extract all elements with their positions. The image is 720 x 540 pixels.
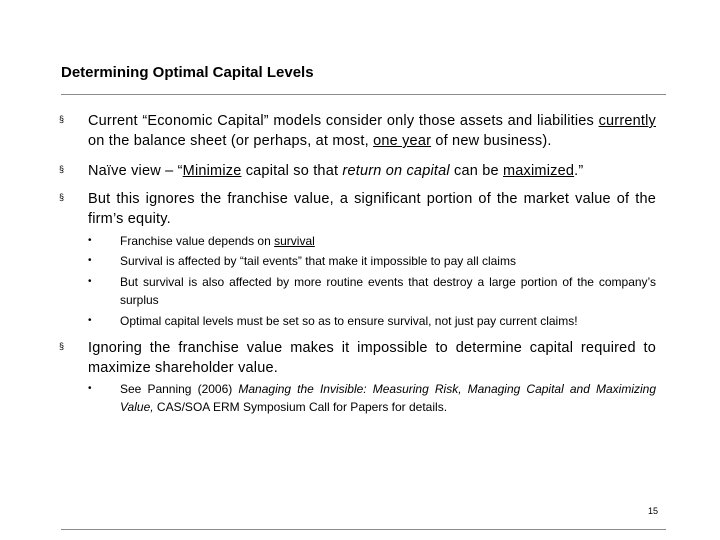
bullet-text: Naïve view – “Minimize capital so that return on capital can be maximized.”	[88, 163, 584, 179]
emphasis-underline: survival	[274, 234, 315, 248]
page-number: 15	[647, 506, 658, 516]
sub-bullet-optimal-capital	[88, 312, 656, 330]
sub-bullet-text: Survival is affected by “tail events” that make it impossible to pay all claims	[120, 254, 516, 268]
bullet-dot-icon: •	[88, 255, 92, 266]
bullet-dot-icon: •	[88, 315, 92, 326]
sub-bullet-text: Franchise value depends on survival	[120, 234, 315, 248]
sub-bullet-text: But survival is also affected by more routine events that destroy a large portion of the company’s surplus	[120, 275, 656, 307]
bullet-dot-icon: •	[88, 276, 92, 287]
bullet-text: Current “Economic Capital” models consider only those assets and liabilities currently on the balance sheet (or perhaps, at most, one year of new business).	[88, 113, 656, 149]
section-bullet-icon: §	[59, 192, 65, 202]
sub-bullet-tail-events	[88, 252, 656, 270]
bullet-text: Ignoring the franchise value makes it impossible to determine capital required to maximize shareholder value.	[88, 340, 656, 376]
section-bullet-icon: §	[59, 341, 65, 351]
sub-bullet-routine-events	[88, 273, 656, 309]
main-bullet-economic-capital	[59, 111, 656, 151]
sub-bullet-text: See Panning (2006) Managing the Invisible: Measuring Risk, Managing Capital and Maximizing Value, CAS/SOA ERM Symposium Call for Papers for details.	[120, 382, 656, 414]
sub-bullet-survival	[88, 232, 656, 250]
sub-bullet-reference	[88, 380, 656, 416]
slide-title: Determining Optimal Capital Levels	[61, 64, 314, 81]
emphasis-underline: currently	[598, 113, 656, 129]
section-bullet-icon: §	[59, 164, 65, 174]
main-bullet-shareholder-value	[59, 338, 656, 378]
footer-divider	[61, 529, 666, 530]
sub-bullet-text: Optimal capital levels must be set so as to ensure survival, not just pay current claims!	[120, 314, 578, 328]
emphasis-underline: one year	[373, 133, 432, 149]
emphasis-italic: return on capital	[342, 163, 450, 179]
bullet-dot-icon: •	[88, 383, 92, 394]
citation-title: Managing the Invisible: Measuring Risk, Managing Capital and Maximizing Value,	[120, 382, 656, 414]
title-divider	[61, 94, 666, 95]
main-bullet-naive-view	[59, 161, 656, 181]
emphasis-underline: maximized	[503, 163, 575, 179]
emphasis-underline: Minimize	[182, 163, 242, 179]
section-bullet-icon: §	[59, 114, 65, 124]
main-bullet-franchise-value	[59, 189, 656, 229]
bullet-dot-icon: •	[88, 235, 92, 246]
bullet-text: But this ignores the franchise value, a significant portion of the market value of the firm’s equity.	[88, 191, 656, 227]
